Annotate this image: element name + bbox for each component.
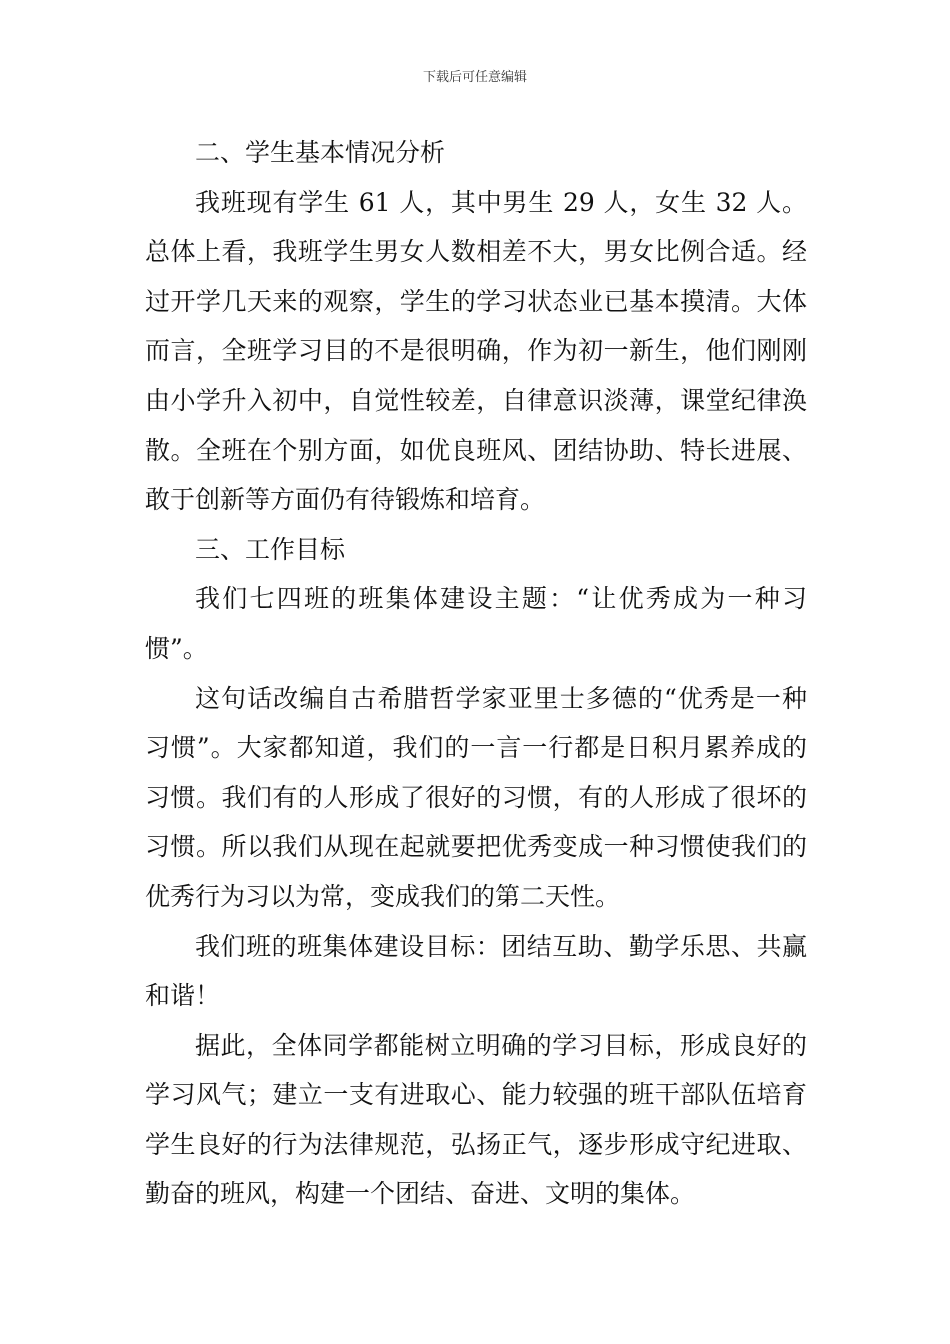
paragraph-goal-details: 据此，全体同学都能树立明确的学习目标，形成良好的学习风气；建立一支有进取心、能力较强的班干部队伍培育学生良好的行为法律规范，弘扬正气，逐步形成守纪进取、勤奋的班风，构建一个团结、奋进、文明的集体。 <box>145 1030 807 1209</box>
paragraph-class-theme: 我们七四班的班集体建设主题：“让优秀成为一种习惯”。 <box>145 584 807 663</box>
section-heading-work-goals: 三、工作目标 <box>195 534 346 564</box>
paragraph-class-goal: 我们班的班集体建设目标：团结互助、勤学乐思、共赢和谐！ <box>145 931 807 1011</box>
paragraph-theme-origin: 这句话改编自古希腊哲学家亚里士多德的“优秀是一种习惯”。大家都知道，我们的一言一行都是日积月累养成的习惯。我们有的人形成了很好的习惯，有的人形成了很坏的习惯。所以我们从现在起就要把优秀变成一种习惯使我们的优秀行为习以为常，变成我们的第二天性。 <box>145 683 807 911</box>
document-body <box>145 128 807 1219</box>
section-heading-student-analysis: 二、学生基本情况分析 <box>195 138 446 167</box>
header-note: 下载后可任意编辑 <box>422 70 527 85</box>
paragraph-student-analysis: 我班现有学生 61 人，其中男生 29 人，女生 32 人。总体上看，我班学生男女人数相差不大，男女比例合适。经过开学几天来的观察，学生的学习状态业已基本摸清。大体而言，全班学习目的不是很明确，作为初一新生，他们刚刚由小学升入初中，自觉性较差，自律意识淡薄，课堂纪律涣散。全班在个别方面，如优良班风、团结协助、特长进展、敢于创新等方面仍有待锻炼和培育。 <box>145 187 807 515</box>
